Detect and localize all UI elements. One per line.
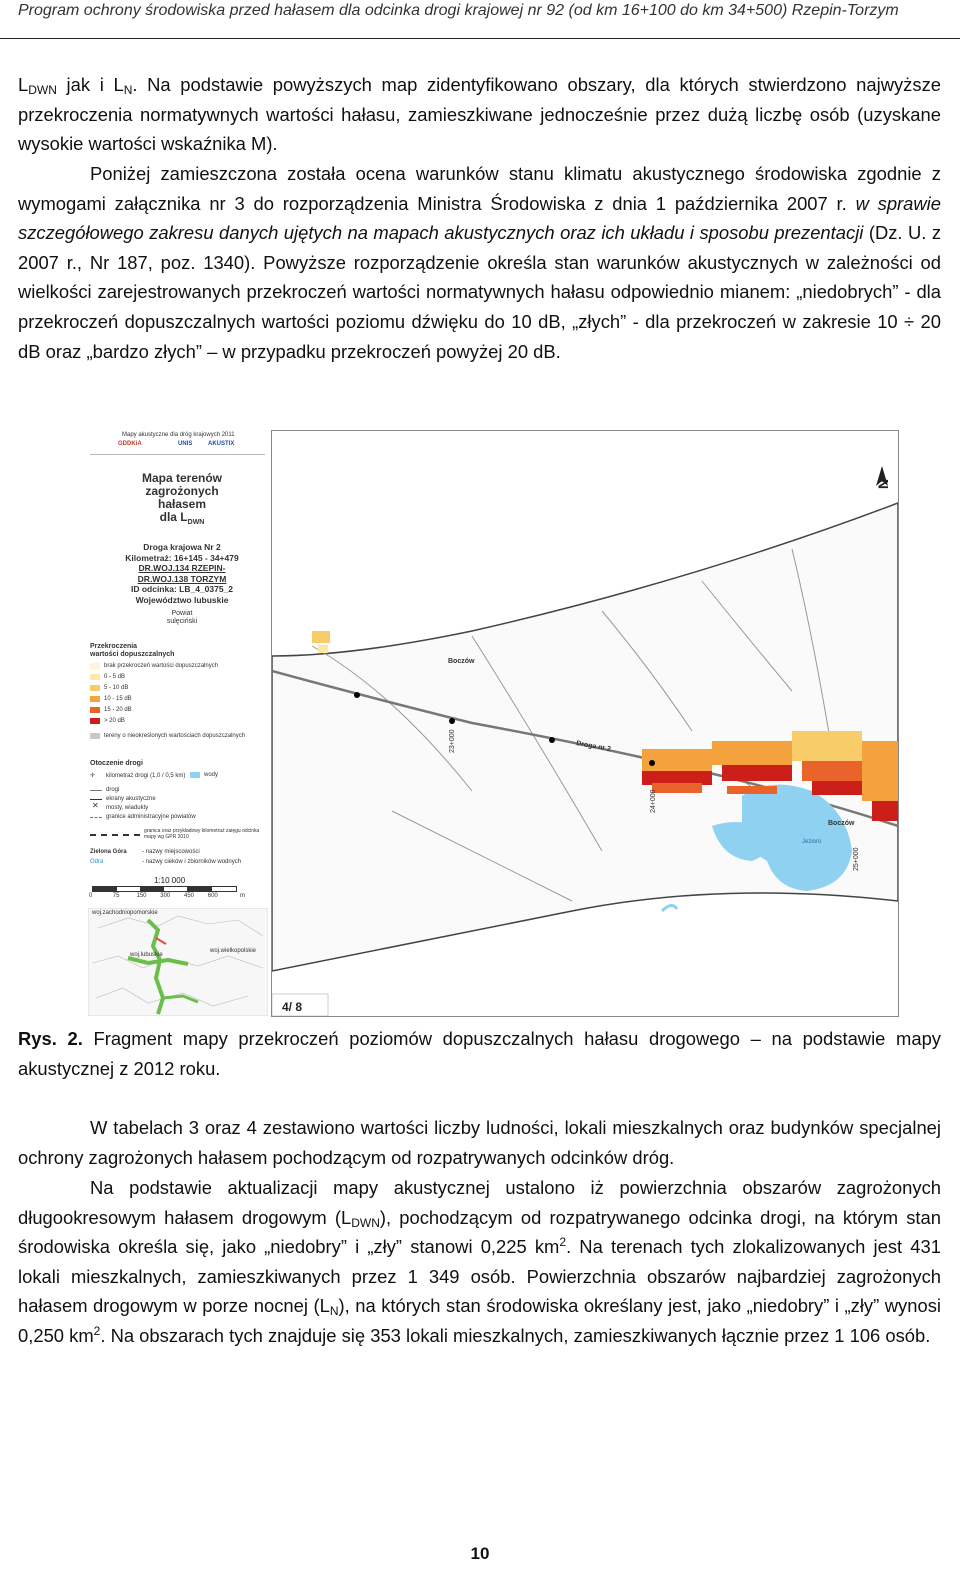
road-label: Droga nr 2	[575, 740, 612, 754]
otoczenie-item: mosty, wiadukty	[106, 805, 149, 811]
town-name-desc: - nazwy miejscowości	[142, 849, 200, 855]
header-title: Program ochrony środowiska przed hałasem dla odcinka drogi krajowej nr 92 (od km 16+100 do km 34+500) Rzepin-Torzym	[18, 2, 899, 19]
subscript: DWN	[28, 83, 57, 97]
text-run: Na podstawie aktualizacji mapy akustycznej ustalono iż powierzchnia obszarów zagrożonych długookresowym hałasem drogowym (L	[18, 1177, 941, 1228]
legend-label: brak przekroczeń wartości dopuszczalnych	[104, 663, 219, 669]
noise-map-figure	[82, 428, 898, 1016]
page-number: 10	[470, 1544, 490, 1563]
water-label: wody	[204, 772, 219, 778]
paragraph-1	[18, 70, 941, 159]
map-canvas	[272, 431, 898, 1016]
figure-caption	[18, 1024, 941, 1083]
otoczenie-item: ekrany akustyczne	[106, 796, 156, 802]
screen-line-icon	[90, 799, 102, 800]
caption-label: Rys. 2.	[18, 1028, 83, 1049]
inset-label: woj.wielkopolskie	[210, 948, 257, 954]
powiat-line: Powiat	[171, 610, 193, 617]
otoczenie-item: kilometraż drogi (1,0 / 0,5 km)	[106, 773, 186, 779]
superscript: 2	[93, 1323, 101, 1338]
map-title-line: Mapa terenów	[141, 471, 222, 485]
legend-title-line: wartości dopuszczalnych	[90, 651, 175, 658]
page-header	[0, 0, 960, 39]
info-line: Województwo lubuskie	[135, 594, 229, 605]
legend-swatch	[90, 696, 100, 702]
powiat-line: sulęciński	[166, 618, 198, 625]
map-legend-panel	[82, 428, 268, 1016]
map-scale: 1:10 000	[154, 876, 186, 885]
legend-label: 0 - 5 dB	[104, 674, 126, 680]
river-name-desc: - nazwy cieków i zbiorników wodnych	[142, 859, 242, 865]
legend-swatch	[90, 674, 100, 680]
info-line: DR.WOJ.138 TORZYM	[137, 573, 227, 584]
map-title-line	[132, 511, 232, 524]
town-name-sample: Zielona Góra	[90, 849, 127, 855]
text-run: (Dz. U. z 2007 r., Nr 187, poz. 1340). Powyższe rozporządzenie określa stan warunków akustycznych w zależności od wielkości zarejestrowanych przekroczeń wartości normatywnych hałasu odpowiednio mianem: „niedobrych” - dla przekroczeń dopuszczalnych wartości poziomu dźwięku do 10 dB, „złych” - dla przekroczeń w zakresie 10 ÷ 20 dB oraz „bardzo złych” – w przypadku przekroczeń powyżej 20 dB.	[18, 222, 942, 362]
legend-title	[90, 643, 174, 659]
km-marker-icon: ✛	[90, 773, 96, 779]
sheet-number: 4/ 8	[282, 1000, 303, 1014]
km-label: 24+000	[650, 789, 657, 813]
text-run: L	[18, 74, 29, 95]
logo-gddkia: GDDKiA	[118, 441, 142, 447]
info-line: Droga krajowa Nr 2	[143, 542, 221, 552]
river-name-sample: Odra	[90, 859, 104, 865]
scale-tick-label: 600	[207, 893, 218, 899]
inset-label: woj.lubuskie	[130, 952, 163, 958]
place-label: Boczów	[828, 820, 855, 827]
scale-unit: m	[240, 893, 245, 899]
km-label: 23+000	[449, 729, 456, 753]
scale-bar	[89, 886, 245, 906]
logos-row	[90, 440, 262, 450]
place-label: Boczów	[448, 658, 475, 665]
subscript: DWN	[187, 519, 205, 526]
map-title	[132, 472, 232, 524]
caption-text: Fragment mapy przekroczeń poziomów dopuszczalnych hałasu drogowego – na podstawie mapy akustycznej z 2012 roku.	[18, 1028, 941, 1079]
map-view	[271, 430, 899, 1017]
water-swatch	[190, 772, 200, 778]
legend-label: 5 - 10 dB	[104, 685, 129, 691]
legend-label: tereny o nieokreślonych wartościach dopuszczalnych	[104, 733, 246, 739]
divider	[90, 454, 265, 455]
text-run: ), pochodzącym od rozpatrywanego odcinka drogi, na którym stan środowiska określa się, jako „niedobry” i „zły” stanowi 0,225 km	[18, 1206, 941, 1258]
bridge-icon: ✕	[92, 801, 99, 810]
info-line: DR.WOJ.134 RZEPIN-	[138, 563, 226, 573]
info-line: Kilometraż: 16+145 - 34+479	[125, 552, 239, 563]
legend-swatch	[90, 685, 100, 691]
legend-title-line: Przekroczenia	[90, 643, 138, 650]
road-line-icon	[90, 790, 102, 791]
legend-swatch	[90, 718, 100, 724]
location-inset-map	[88, 908, 268, 1016]
text-run: jak i L	[56, 74, 124, 95]
map-series-title: Mapy akustyczne dla dróg krajowych 2011	[122, 432, 235, 438]
logo-unis: UNIS	[178, 441, 193, 447]
scale-tick-label: 75	[112, 893, 120, 899]
paragraph-2	[18, 159, 941, 366]
logo-akustix: AKUSTIX	[208, 441, 235, 447]
inset-label: woj.zachodniopomorskie	[92, 910, 158, 916]
scale-tick-label: 450	[184, 893, 195, 899]
boundary-line-icon	[90, 817, 102, 818]
superscript: 2	[559, 1235, 567, 1250]
scale-tick-label: 300	[160, 893, 171, 899]
text-run: Poniżej zamieszczona została ocena warunków stanu klimatu akustycznego środowiska zgodnie z wymogami załącznika nr 3 do rozporządzenia Ministra Środowiska z dnia 1 października 2007 r.	[18, 163, 941, 214]
text-run: . Na obszarach tych znajduje się 353 lokali mieszkalnych, zamieszkiwanych łącznie przez 1 106 osób.	[100, 1324, 931, 1346]
text-run: . Na terenach tych zlokalizowanych jest 431 lokali mieszkalnych, zamieszkiwanych przez 1 349 osób. Powierzchnia obszarów najbardziej zagrożonych hałasem drogowym w porze nocnej (L	[18, 1236, 941, 1317]
legend-swatch	[90, 733, 100, 739]
otoczenie-title: Otoczenie drogi	[90, 760, 143, 767]
text-run: . Na podstawie powyższych map zidentyfikowano obszary, dla których stwierdzono najwyższe przekroczenia normatywnych wartości hałasu, zamieszkiwane jednocześnie przez dużą liczbę osób (uzyskane wysokie wartości wskaźnika M).	[18, 74, 941, 155]
km-label: 25+000	[853, 847, 860, 871]
italic-text: w sprawie szczegółowego zakresu danych ujętych na mapach akustycznych oraz ich układu i sposobu prezentacji	[18, 192, 942, 244]
range-boundary-label: granica oraz przykładowy kilometraż zaięgu odcinka mapy wg GPR 2010	[144, 828, 260, 840]
lake-label: Jezioro	[802, 839, 822, 845]
map-title-line: zagrożonych hałasem	[145, 484, 219, 511]
map-info	[122, 542, 242, 605]
subscript: N	[329, 1304, 339, 1319]
info-line: ID odcinka: LB_4_0375_2	[130, 584, 234, 594]
text-run: dla L	[159, 510, 188, 524]
subscript: N	[123, 83, 133, 97]
scale-tick-label: 150	[136, 893, 147, 899]
otoczenie-item: granice administracyjne powiatów	[106, 814, 196, 820]
paragraph-4	[18, 1173, 941, 1351]
legend-label: 10 - 15 dB	[104, 696, 132, 702]
scale-tick-label: 0	[89, 893, 93, 899]
otoczenie-item: drogi	[106, 787, 120, 793]
legend-label: > 20 dB	[104, 718, 125, 724]
powiat-label	[142, 610, 222, 626]
paragraph-3	[18, 1113, 941, 1172]
text-run: ), na których stan środowiska określany jest, jako „niedobry” i „zły” wynosi 0,250 km	[18, 1295, 941, 1346]
legend-label: 15 - 20 dB	[104, 707, 132, 713]
text-run: W tabelach 3 oraz 4 zestawiono wartości liczby ludności, lokali mieszkalnych oraz budynków specjalnej ochrony zagrożonych hałasem pochodzącym od rozpatrywanych odcinków dróg.	[18, 1117, 941, 1168]
range-boundary-icon	[90, 834, 140, 836]
north-label: N	[875, 478, 891, 489]
legend-swatch	[90, 707, 100, 713]
legend-swatch	[90, 663, 100, 669]
subscript: DWN	[351, 1215, 380, 1230]
